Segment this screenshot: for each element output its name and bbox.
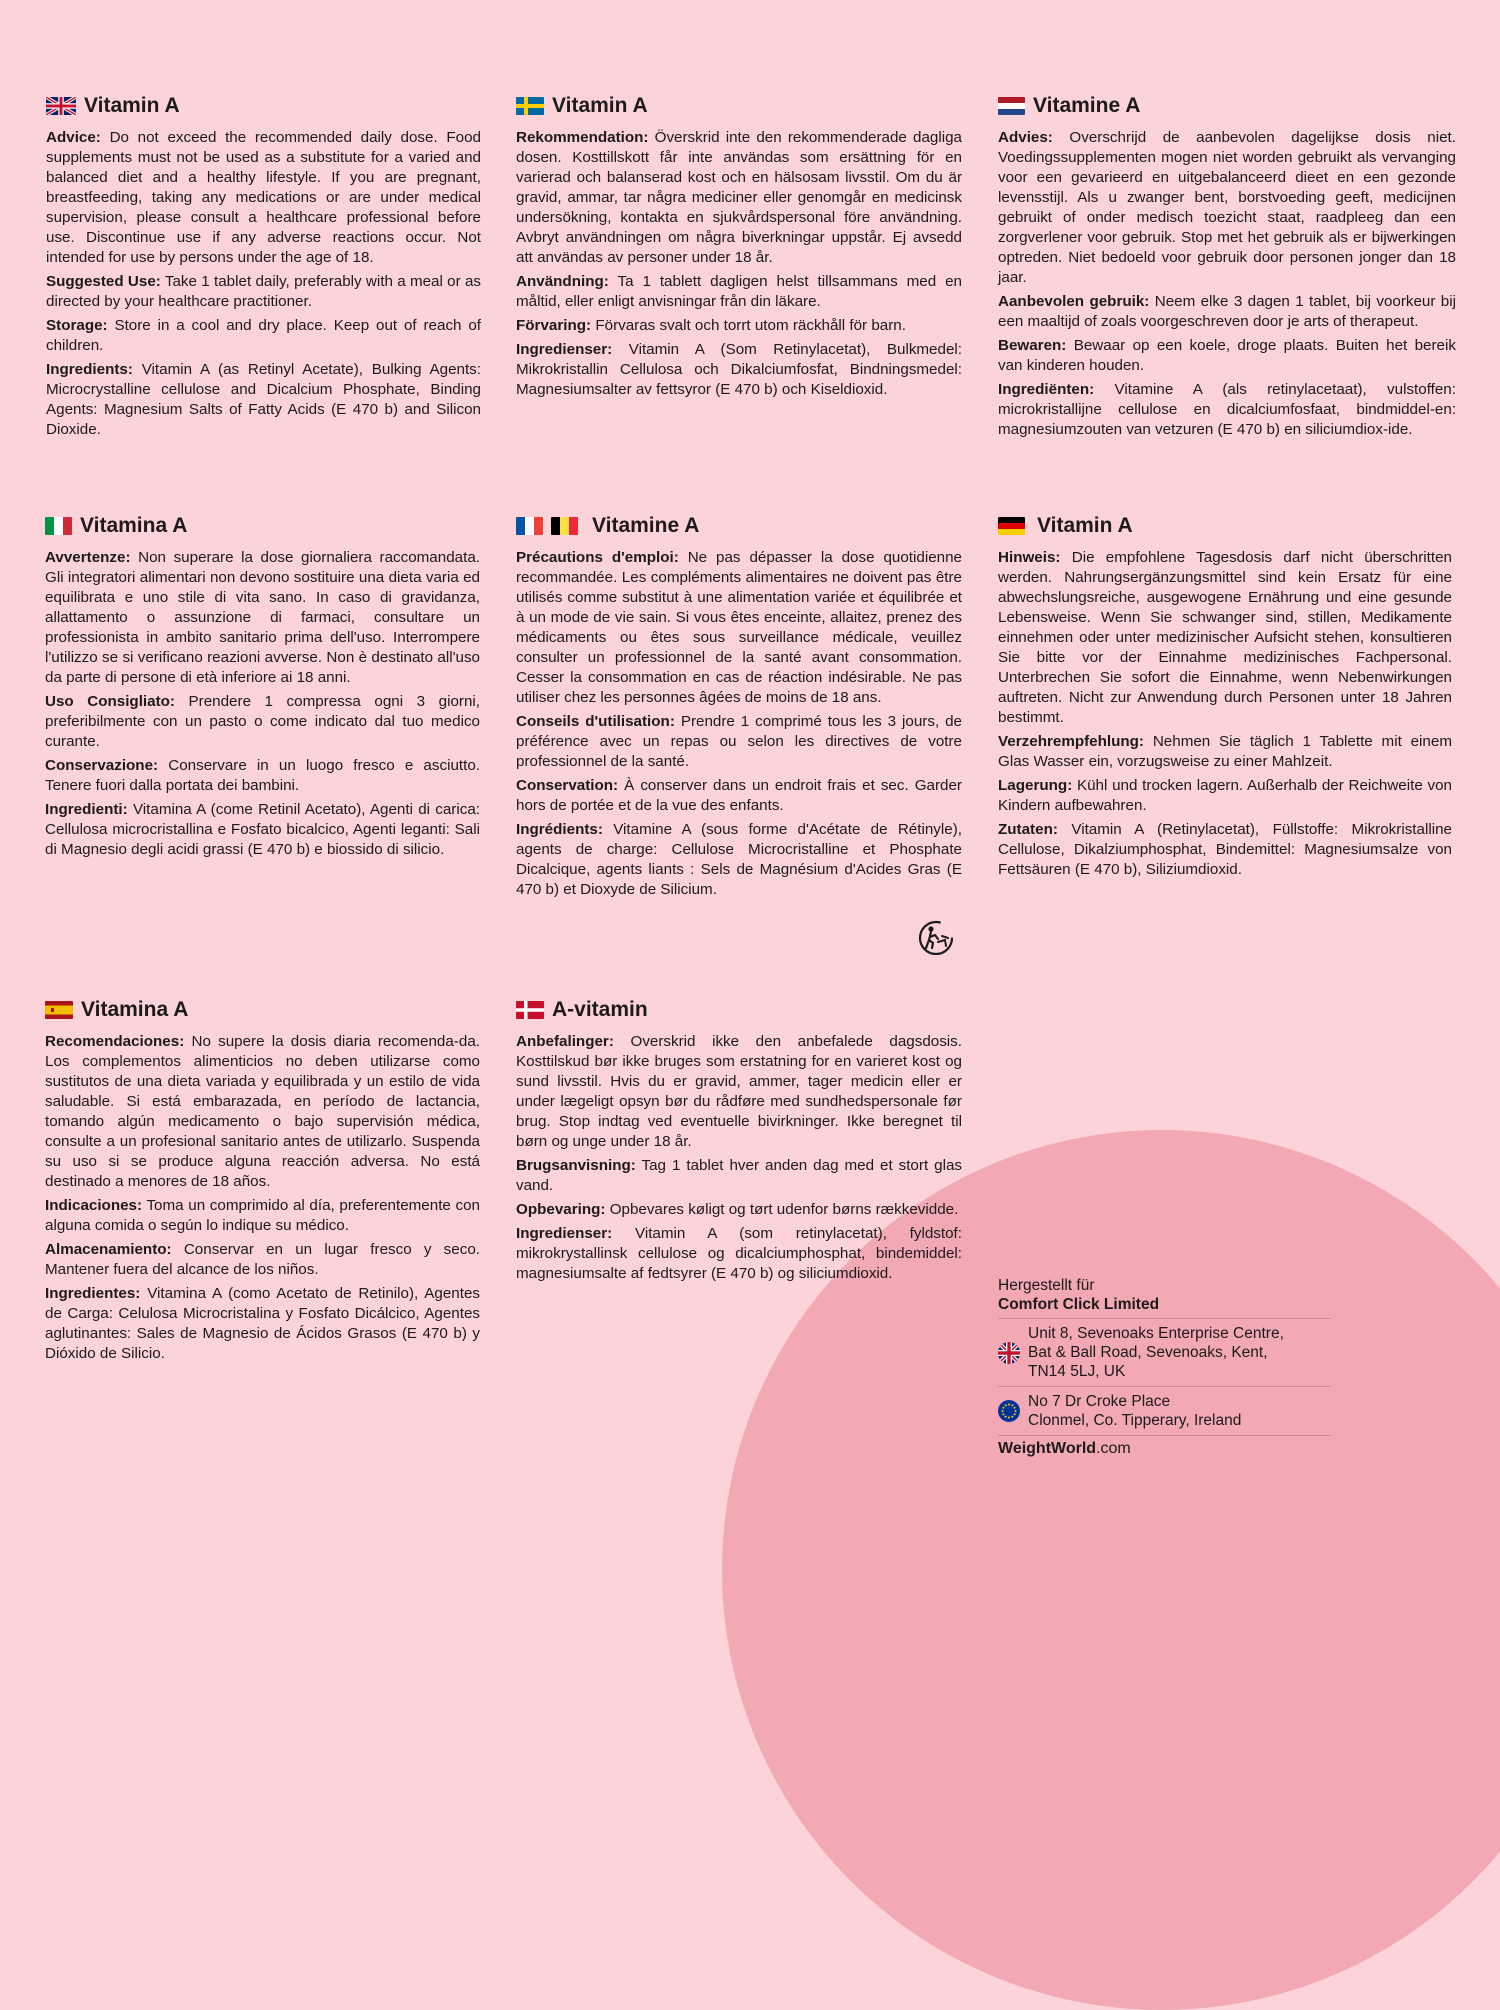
storage-label: Conservazione: <box>45 757 159 774</box>
title-row <box>998 514 1452 538</box>
advice-paragraph <box>998 128 1456 288</box>
spain-flag-icon <box>45 1001 73 1019</box>
uk-address-text <box>1028 1324 1284 1381</box>
manufacturer-info <box>998 1276 1331 1458</box>
section-french <box>516 514 962 904</box>
ingredients-paragraph <box>998 820 1452 880</box>
advice-label: Recomendaciones: <box>45 1033 185 1050</box>
made-for-label: Hergestellt für <box>998 1277 1095 1294</box>
storage-label: Bewaren: <box>998 337 1067 354</box>
germany-flag-icon <box>998 517 1025 535</box>
storage-label: Storage: <box>46 317 108 334</box>
ingredients-text: Vitamina A (come Retinil Acetato), Agenti di carica: Cellulosa microcristallina e Fosfato bicalcico, Agenti leganti: Sali di Magnesio degli acidi grassi (E 470 b) e biossido di silicio. <box>45 801 480 858</box>
title-row <box>46 94 481 118</box>
storage-paragraph <box>46 316 481 356</box>
advice-paragraph <box>516 548 962 708</box>
title-row <box>516 94 962 118</box>
storage-text: Förvaras svalt och torrt utom räckhåll för barn. <box>595 317 906 334</box>
brand-domain: .com <box>1096 1440 1131 1457</box>
section-german <box>998 514 1452 884</box>
ingredients-text: Vitamine A (sous forme d'Acétate de Rétinyle), agents de charge: Cellulose Microcristalline et Phosphate Dicalcique, agents liants : Sels de Magnésium d'Acides Gras (E 470 b) et Dioxyde de Silicium. <box>516 821 962 898</box>
section-title: Vitamin A <box>1037 514 1133 537</box>
ingredients-paragraph <box>46 360 481 440</box>
storage-text: Store in a cool and dry place. Keep out of reach of children. <box>46 317 481 354</box>
eu-flag-icon <box>998 1400 1020 1422</box>
advice-text: Die empfohlene Tagesdosis darf nicht überschritten werden. Nahrungsergänzungsmittel sind kein Ersatz für eine abwechslungsreiche, ausgewogene Ernährung und eine gesunde Lebensweise. Wenn Sie schwanger sind, stillen, Medikamente einnehmen oder unter medizinischer Aufsicht stehen, konsultieren Sie bitte vor der Einnahme medizinisches Fachpersonal. Unterbrechen Sie sofort die Einnahme, wenn Nebenwirkungen auftreten. Nicht zur Anwendung durch Personen unter 18 Jahren bestimmt. <box>998 549 1452 726</box>
ingredients-label: Ingredienti: <box>45 801 128 818</box>
uk-flag-icon <box>998 1342 1020 1364</box>
use-label: Verzehrempfehlung: <box>998 733 1144 750</box>
section-swedish <box>516 94 962 404</box>
ireland-address <box>998 1387 1331 1436</box>
ingredients-text: Vitamin A (som retinylacetat), fyldstof: mikrokrystallinsk cellulose og dicalciumphosphat, bindemiddel: magnesiumsalte af fedtsyrer (E 470 b) og siliciumdioxid. <box>516 1225 962 1282</box>
ingredients-paragraph <box>998 380 1456 440</box>
netherlands-flag-icon <box>998 97 1025 115</box>
ingredients-label: Ingredients: <box>46 361 133 378</box>
use-paragraph <box>45 1196 480 1236</box>
uk-address <box>998 1319 1331 1387</box>
ireland-address-text <box>1028 1392 1241 1430</box>
advice-label: Anbefalinger: <box>516 1033 614 1050</box>
storage-paragraph <box>998 776 1452 816</box>
storage-paragraph <box>516 316 962 336</box>
ingredients-paragraph <box>516 340 962 400</box>
company-name: Comfort Click Limited <box>998 1295 1331 1319</box>
use-label: Användning: <box>516 273 609 290</box>
storage-paragraph <box>998 336 1456 376</box>
advice-paragraph <box>45 548 480 688</box>
advice-text: Överskrid inte den rekommenderade dagliga dosen. Kosttillskott får inte användas som ersättning för en varierad och balanserad kost och en hälsosam livsstil. Om du är gravid, ammar, tar några mediciner eller genomgår en medicinsk undersökning, kontakta en sjukvårdspersonal före användning. Avbryt användningen om några biverkningar uppstår. Ej avsedd att användas av personer under 18 år. <box>516 129 962 266</box>
section-dutch <box>998 94 1456 444</box>
section-title: Vitamina A <box>80 514 188 537</box>
section-title: Vitamine A <box>1033 94 1141 117</box>
use-paragraph <box>46 272 481 312</box>
title-row <box>998 94 1456 118</box>
storage-label: Förvaring: <box>516 317 592 334</box>
ingredients-label: Ingrediënten: <box>998 381 1095 398</box>
storage-paragraph <box>516 1200 962 1220</box>
section-title: Vitamin A <box>552 94 648 117</box>
triman-recycling-icon <box>918 920 954 956</box>
use-label: Conseils d'utilisation: <box>516 713 675 730</box>
section-title: Vitamine A <box>592 514 700 537</box>
use-paragraph <box>998 292 1456 332</box>
uk-address-line: TN14 5LJ, UK <box>1028 1363 1126 1380</box>
ingredients-text: Vitamin A (Som Retinylacetat), Bulkmedel: Mikrokristallin Cellulosa och Dikalciumfosfat, Bindningsmedel: Magnesiumsalter av fettsyror (E 470 b) och Kiseldioxid. <box>516 341 962 398</box>
advice-paragraph <box>45 1032 480 1192</box>
section-italian <box>45 514 480 864</box>
ingredients-paragraph <box>45 800 480 860</box>
title-row <box>516 514 962 538</box>
use-label: Uso Consigliato: <box>45 693 175 710</box>
advice-text: Overskrid ikke den anbefalede dagsdosis. Kosttilskud bør ikke bruges som erstatning for en varieret kost og sund livsstil. Hvis du er gravid, ammer, tager medicin eller er under lægeligt opsyn bør du rådføre med sundhedspersonale før brug. Stop indtag ved eventuelle bivirkninger. Ikke beregnet til børn og unge under 18 år. <box>516 1033 962 1150</box>
storage-text: Opbevares køligt og tørt udenfor børns rækkevidde. <box>609 1201 959 1218</box>
uk-address-line: Unit 8, Sevenoaks Enterprise Centre, <box>1028 1325 1284 1342</box>
ingredients-paragraph <box>516 820 962 900</box>
use-paragraph <box>45 692 480 752</box>
advice-text: Ne pas dépasser la dose quotidienne recommandée. Les compléments alimentaires ne doivent pas être utilisés comme substitut à une alimentation variée et équilibrée et à un mode de vie sain. Si vous êtes enceinte, allaitez, prenez des médicaments ou êtes sous surveillance médicale, veuillez consulter un professionnel de la santé avant consommation. Cesser la consommation en cas de réaction indésirable. Ne pas utiliser chez les personnes âgées de moins de 18 ans. <box>516 549 963 706</box>
ingredients-paragraph <box>45 1284 480 1364</box>
uk-address-line: Bat & Ball Road, Sevenoaks, Kent, <box>1028 1344 1268 1361</box>
title-row <box>516 998 962 1022</box>
use-paragraph <box>516 1156 962 1196</box>
uk-flag-icon <box>46 97 76 115</box>
section-title: Vitamina A <box>81 998 189 1021</box>
ingredients-label: Zutaten: <box>998 821 1058 838</box>
storage-text: Conservare in un luogo fresco e asciutto. Tenere fuori dalla portata dei bambini. <box>45 757 480 794</box>
section-title: A-vitamin <box>552 998 648 1021</box>
use-label: Brugsanvisning: <box>516 1157 636 1174</box>
advice-label: Avvertenze: <box>45 549 131 566</box>
storage-text: Bewaar op een koele, droge plaats. Buiten het bereik van kinderen houden. <box>998 337 1456 374</box>
ireland-address-line: No 7 Dr Croke Place <box>1028 1393 1171 1410</box>
storage-label: Conservation: <box>516 777 619 794</box>
use-text: Prendre 1 comprimé tous les 3 jours, de préférence avec un repas ou selon les directives de votre professionnel de la santé. <box>516 713 962 770</box>
section-spanish <box>45 998 480 1368</box>
advice-text: Non superare la dose giornaliera raccomandata. Gli integratori alimentari non devono sostituire una dieta varia ed equilibrata e uno stile di vita sano. In caso di gravidanza, allattamento o assunzione di farmaci, consultare un professionista in ambito sanitario prima dell'uso. Interrompere l'utilizzo se si verificano reazioni avverse. Non è destinato all'uso da parte di persone di età inferiore ai 18 anni. <box>45 549 480 686</box>
denmark-flag-icon <box>516 1001 544 1019</box>
storage-text: À conserver dans un endroit frais et sec. Garder hors de portée et de la vue des enfants. <box>516 777 962 814</box>
storage-text: Kühl und trocken lagern. Außerhalb der Reichweite von Kindern aufbewahren. <box>998 777 1452 814</box>
use-paragraph <box>516 712 962 772</box>
use-label: Suggested Use: <box>46 273 161 290</box>
use-paragraph <box>998 732 1452 772</box>
use-text: Toma un comprimido al día, preferentemente con alguna comida o según lo indique su médico. <box>45 1197 480 1234</box>
storage-paragraph <box>516 776 962 816</box>
ireland-address-line: Clonmel, Co. Tipperary, Ireland <box>1028 1412 1242 1429</box>
advice-paragraph <box>46 128 481 268</box>
use-text: Neem elke 3 dagen 1 tablet, bij voorkeur bij een maaltijd of zoals voorgeschreven door je arts of therapeut. <box>998 293 1456 330</box>
storage-label: Almacenamiento: <box>45 1241 172 1258</box>
use-label: Aanbevolen gebruik: <box>998 293 1150 310</box>
ingredients-text: Vitamin A (Retinylacetat), Füllstoffe: Mikrokristalline Cellulose, Dikalziumphosphat, Bindemittel: Magnesiumsalze von Fettsäuren (E 470 b), Siliziumdioxid. <box>998 821 1452 878</box>
storage-paragraph <box>45 1240 480 1280</box>
website-brand <box>998 1436 1331 1458</box>
advice-label: Advice: <box>46 129 101 146</box>
advice-label: Advies: <box>998 129 1053 146</box>
advice-paragraph <box>516 128 962 268</box>
advice-label: Rekommendation: <box>516 129 649 146</box>
ingredients-label: Ingredienser: <box>516 341 613 358</box>
sweden-flag-icon <box>516 97 544 115</box>
use-text: Ta 1 tablett dagligen helst tillsammans med en måltid, eller enligt anvisningar från din läkare. <box>516 273 963 310</box>
storage-paragraph <box>45 756 480 796</box>
advice-label: Précautions d'emploi: <box>516 549 679 566</box>
storage-label: Lagerung: <box>998 777 1073 794</box>
belgium-flag-icon <box>551 517 578 535</box>
ingredients-text: Vitamine A (als retinylacetaat), vulstoffen: microkristallijne cellulose en dicalciumfosfaat, bindmiddel-en: magnesiumzouten van vetzuren (E 470 b) en siliciumdiox-ide. <box>998 381 1456 438</box>
advice-paragraph <box>516 1032 962 1152</box>
ingredients-label: Ingrédients: <box>516 821 603 838</box>
use-label: Indicaciones: <box>45 1197 143 1214</box>
ingredients-text: Vitamina A (como Acetato de Retinilo), Agentes de Carga: Celulosa Microcristalina y Fosfato Dicálcico, Agentes aglutinantes: Sales de Magnesio de Ácidos Grasos (E 470 b) y Dióxido de Silicio. <box>45 1285 480 1362</box>
use-text: Prendere 1 compressa ogni 3 giorni, preferibilmente con un pasto o come indicato dal tuo medico curante. <box>45 693 480 750</box>
storage-label: Opbevaring: <box>516 1201 606 1218</box>
ingredients-text: Vitamin A (as Retinyl Acetate), Bulking Agents: Microcrystalline cellulose and Dicalcium Phosphate, Binding Agents: Magnesium Salts of Fatty Acids (E 470 b) and Silicon Dioxide. <box>46 361 481 438</box>
brand-name: WeightWorld <box>998 1440 1097 1457</box>
section-english <box>46 94 481 444</box>
use-text: Tag 1 tablet hver anden dag med et stort glas vand. <box>516 1157 962 1194</box>
advice-paragraph <box>998 548 1452 728</box>
section-danish <box>516 998 962 1288</box>
title-row <box>45 998 480 1022</box>
advice-text: Overschrijd de aanbevolen dagelijkse dosis niet. Voedingssupplementen mogen niet worden gebruikt als vervanging voor een gevarieerd en uitgebalanceerd dieet en een gezonde levensstijl. Als u zwanger bent, borstvoeding geeft, medicijnen gebruikt of onder medisch toezicht staat, raadpleeg dan een zorgverlener voor gebruik. Stop met het gebruik als er bijwerkingen optreden. Niet bedoeld voor gebruik door personen jonger dan 18 jaar. <box>998 129 1456 286</box>
use-paragraph <box>516 272 962 312</box>
italy-flag-icon <box>45 517 72 535</box>
ingredients-label: Ingredientes: <box>45 1285 141 1302</box>
title-row <box>45 514 480 538</box>
france-flag-icon <box>516 517 543 535</box>
ingredients-paragraph <box>516 1224 962 1284</box>
storage-text: Conservar en un lugar fresco y seco. Mantener fuera del alcance de los niños. <box>45 1241 480 1278</box>
advice-text: Do not exceed the recommended daily dose. Food supplements must not be used as a substitute for a varied and balanced diet and a healthy lifestyle. If you are pregnant, breastfeeding, taking any medications or are under medical supervision, please consult a healthcare professional before use. Discontinue use if any adverse reactions occur. Not intended for use by persons under the age of 18. <box>46 129 481 266</box>
advice-label: Hinweis: <box>998 549 1061 566</box>
ingredients-label: Ingredienser: <box>516 1225 613 1242</box>
advice-text: No supere la dosis diaria recomenda-da. Los complementos alimenticios no deben utilizarse como sustitutos de una dieta variada y equilibrada y un estilo de vida saludable. Si está embarazada, en período de lactancia, tomando algún medicamento o bajo supervisión médica, consulte a un profesional sanitario antes de utilizarlo. Suspenda su uso si se produce alguna reacción adversa. No está destinado a menores de 18 años. <box>45 1033 480 1190</box>
section-title: Vitamin A <box>84 94 180 117</box>
use-text: Take 1 tablet daily, preferably with a meal or as directed by your healthcare practitioner. <box>46 273 482 310</box>
use-text: Nehmen Sie täglich 1 Tablette mit einem Glas Wasser ein, vorzugsweise zu einer Mahlzeit. <box>998 733 1452 770</box>
